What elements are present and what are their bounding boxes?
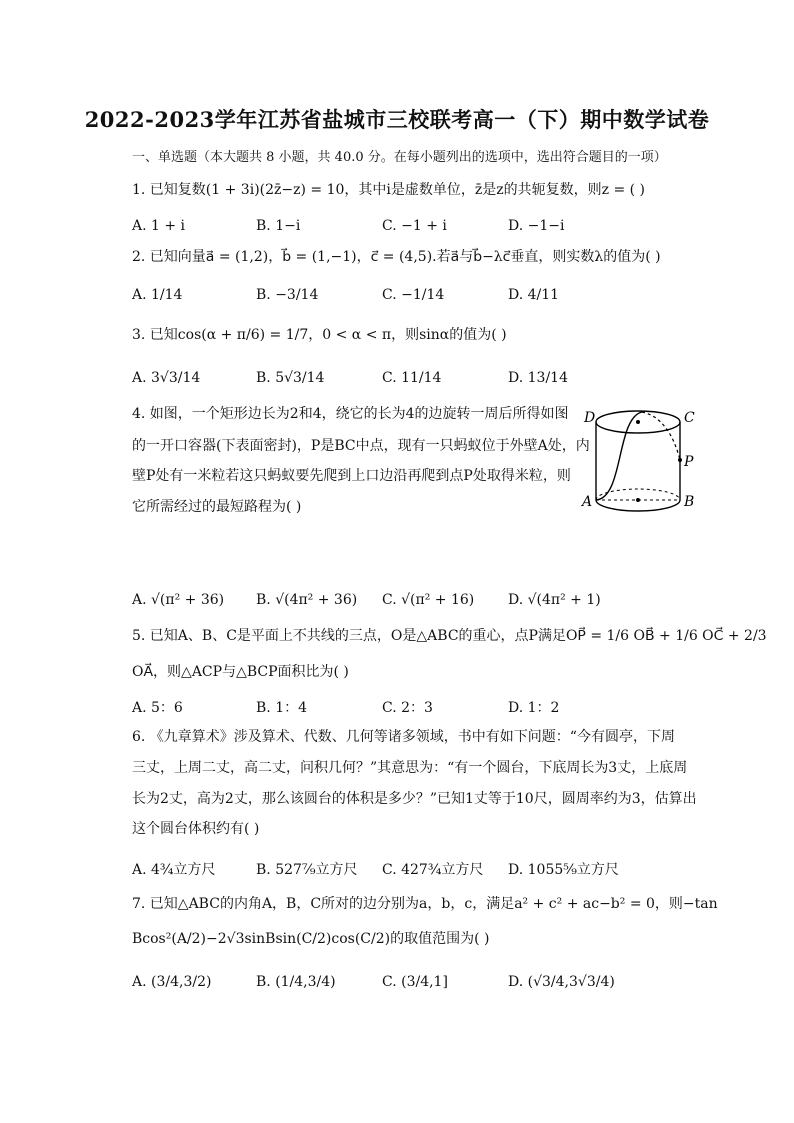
option-d[interactable]: D. (√3/4,3√3/4) bbox=[508, 974, 615, 990]
option-b[interactable]: B. 1−i bbox=[256, 218, 301, 234]
page-title: 2022-2023学年江苏省盐城市三校联考高一（下）期中数学试卷 bbox=[84, 107, 710, 132]
option-d[interactable]: D. −1−i bbox=[508, 218, 565, 234]
option-c[interactable]: C. 11/14 bbox=[382, 370, 442, 386]
label-a: A bbox=[582, 494, 593, 510]
option-c[interactable]: C. (3/4,1] bbox=[382, 974, 448, 990]
question-2: 2. 已知向量a⃗ = (1,2)，b⃗ = (1,−1)，c⃗ = (4,5).若a⃗与b⃗−λc⃗垂直，则实数λ的值为( ) bbox=[132, 249, 661, 265]
option-b[interactable]: B. −3/14 bbox=[256, 287, 319, 303]
option-b[interactable]: B. 527⁷⁄₉立方尺 bbox=[256, 862, 358, 878]
option-d[interactable]: D. 13/14 bbox=[508, 370, 568, 386]
option-c[interactable]: C. 2：3 bbox=[382, 700, 433, 716]
option-a[interactable]: A. 4¾立方尺 bbox=[132, 862, 216, 878]
question-6-line-2: 三丈，上周二丈，高二丈，问积几何？”其意思为：“有一个圆台，下底周长为3丈，上底周 bbox=[132, 760, 688, 776]
question-4-line-2: 的一开口容器(下表面密封)，P是BC中点，现有一只蚂蚁位于外壁A处，内 bbox=[132, 438, 590, 454]
question-6-line-4: 这个圆台体积约有( ) bbox=[132, 821, 260, 837]
option-c[interactable]: C. −1/14 bbox=[382, 287, 445, 303]
option-d[interactable]: D. 1055⁵⁄₉立方尺 bbox=[508, 862, 619, 878]
question-7-line-2: Bcos²(A/2)−2√3sinBsin(C/2)cos(C/2)的取值范围为( ) bbox=[132, 931, 490, 947]
option-b[interactable]: B. 1：4 bbox=[256, 700, 308, 716]
question-5-line-2: OA⃗，则△ACP与△BCP面积比为( ) bbox=[132, 664, 349, 680]
option-b[interactable]: B. √(4π² + 36) bbox=[256, 592, 358, 608]
question-6-line-3: 长为2丈，高为2丈，那么该圆台的体积是多少？”已知1丈等于10尺，圆周率约为3，估算出 bbox=[132, 791, 697, 807]
cylinder-figure bbox=[580, 402, 700, 522]
question-7-line-1: 7. 已知△ABC的内角A，B，C所对的边分别为a，b，c，满足a² + c² + ac−b² = 0，则−tan bbox=[132, 896, 718, 912]
option-a[interactable]: A. 3√3/14 bbox=[132, 370, 201, 386]
question-4-line-3: 壁P处有一米粒若这只蚂蚁要先爬到上口边沿再爬到点P处取得米粒，则 bbox=[132, 468, 571, 484]
question-5-line-1: 5. 已知A、B、C是平面上不共线的三点，O是△ABC的重心，点P满足OP⃗ = 1/6 OB⃗ + 1/6 OC⃗ + 2/3 bbox=[132, 628, 767, 644]
question-1: 1. 已知复数(1 + 3i)(2z̄−z) = 10，其中i是虚数单位，z̄是z的共轭复数，则z = ( ) bbox=[132, 182, 646, 198]
question-6-line-1: 6. 《九章算术》涉及算术、代数、几何等诸多领域，书中有如下问题：“今有圆亭，下周 bbox=[132, 729, 675, 745]
label-p: P bbox=[684, 454, 694, 470]
label-d: D bbox=[584, 410, 596, 426]
section-heading: 一、单选题（本大题共 8 小题，共 40.0 分。在每小题列出的选项中，选出符合题目的一项） bbox=[132, 150, 667, 165]
question-4-line-1: 4. 如图，一个矩形边长为2和4，绕它的长为4的边旋转一周后所得如图 bbox=[132, 406, 569, 422]
option-c[interactable]: C. 427¾立方尺 bbox=[382, 862, 484, 878]
option-d[interactable]: D. √(4π² + 1) bbox=[508, 592, 601, 608]
option-a[interactable]: A. 5：6 bbox=[132, 700, 183, 716]
option-d[interactable]: D. 4/11 bbox=[508, 287, 560, 303]
option-a[interactable]: A. 1 + i bbox=[132, 218, 186, 234]
option-a[interactable]: A. 1/14 bbox=[132, 287, 183, 303]
option-a[interactable]: A. √(π² + 36) bbox=[132, 592, 225, 608]
label-c: C bbox=[684, 410, 695, 426]
question-4-line-4: 它所需经过的最短路程为( ) bbox=[132, 499, 302, 515]
option-c[interactable]: C. √(π² + 16) bbox=[382, 592, 475, 608]
label-b: B bbox=[684, 494, 695, 510]
option-c[interactable]: C. −1 + i bbox=[382, 218, 447, 234]
question-3: 3. 已知cos(α + π/6) = 1/7，0 < α < π，则sinα的值为( ) bbox=[132, 327, 507, 343]
option-d[interactable]: D. 1：2 bbox=[508, 700, 560, 716]
option-a[interactable]: A. (3/4,3/2) bbox=[132, 974, 212, 990]
option-b[interactable]: B. (1/4,3/4) bbox=[256, 974, 336, 990]
option-b[interactable]: B. 5√3/14 bbox=[256, 370, 325, 386]
